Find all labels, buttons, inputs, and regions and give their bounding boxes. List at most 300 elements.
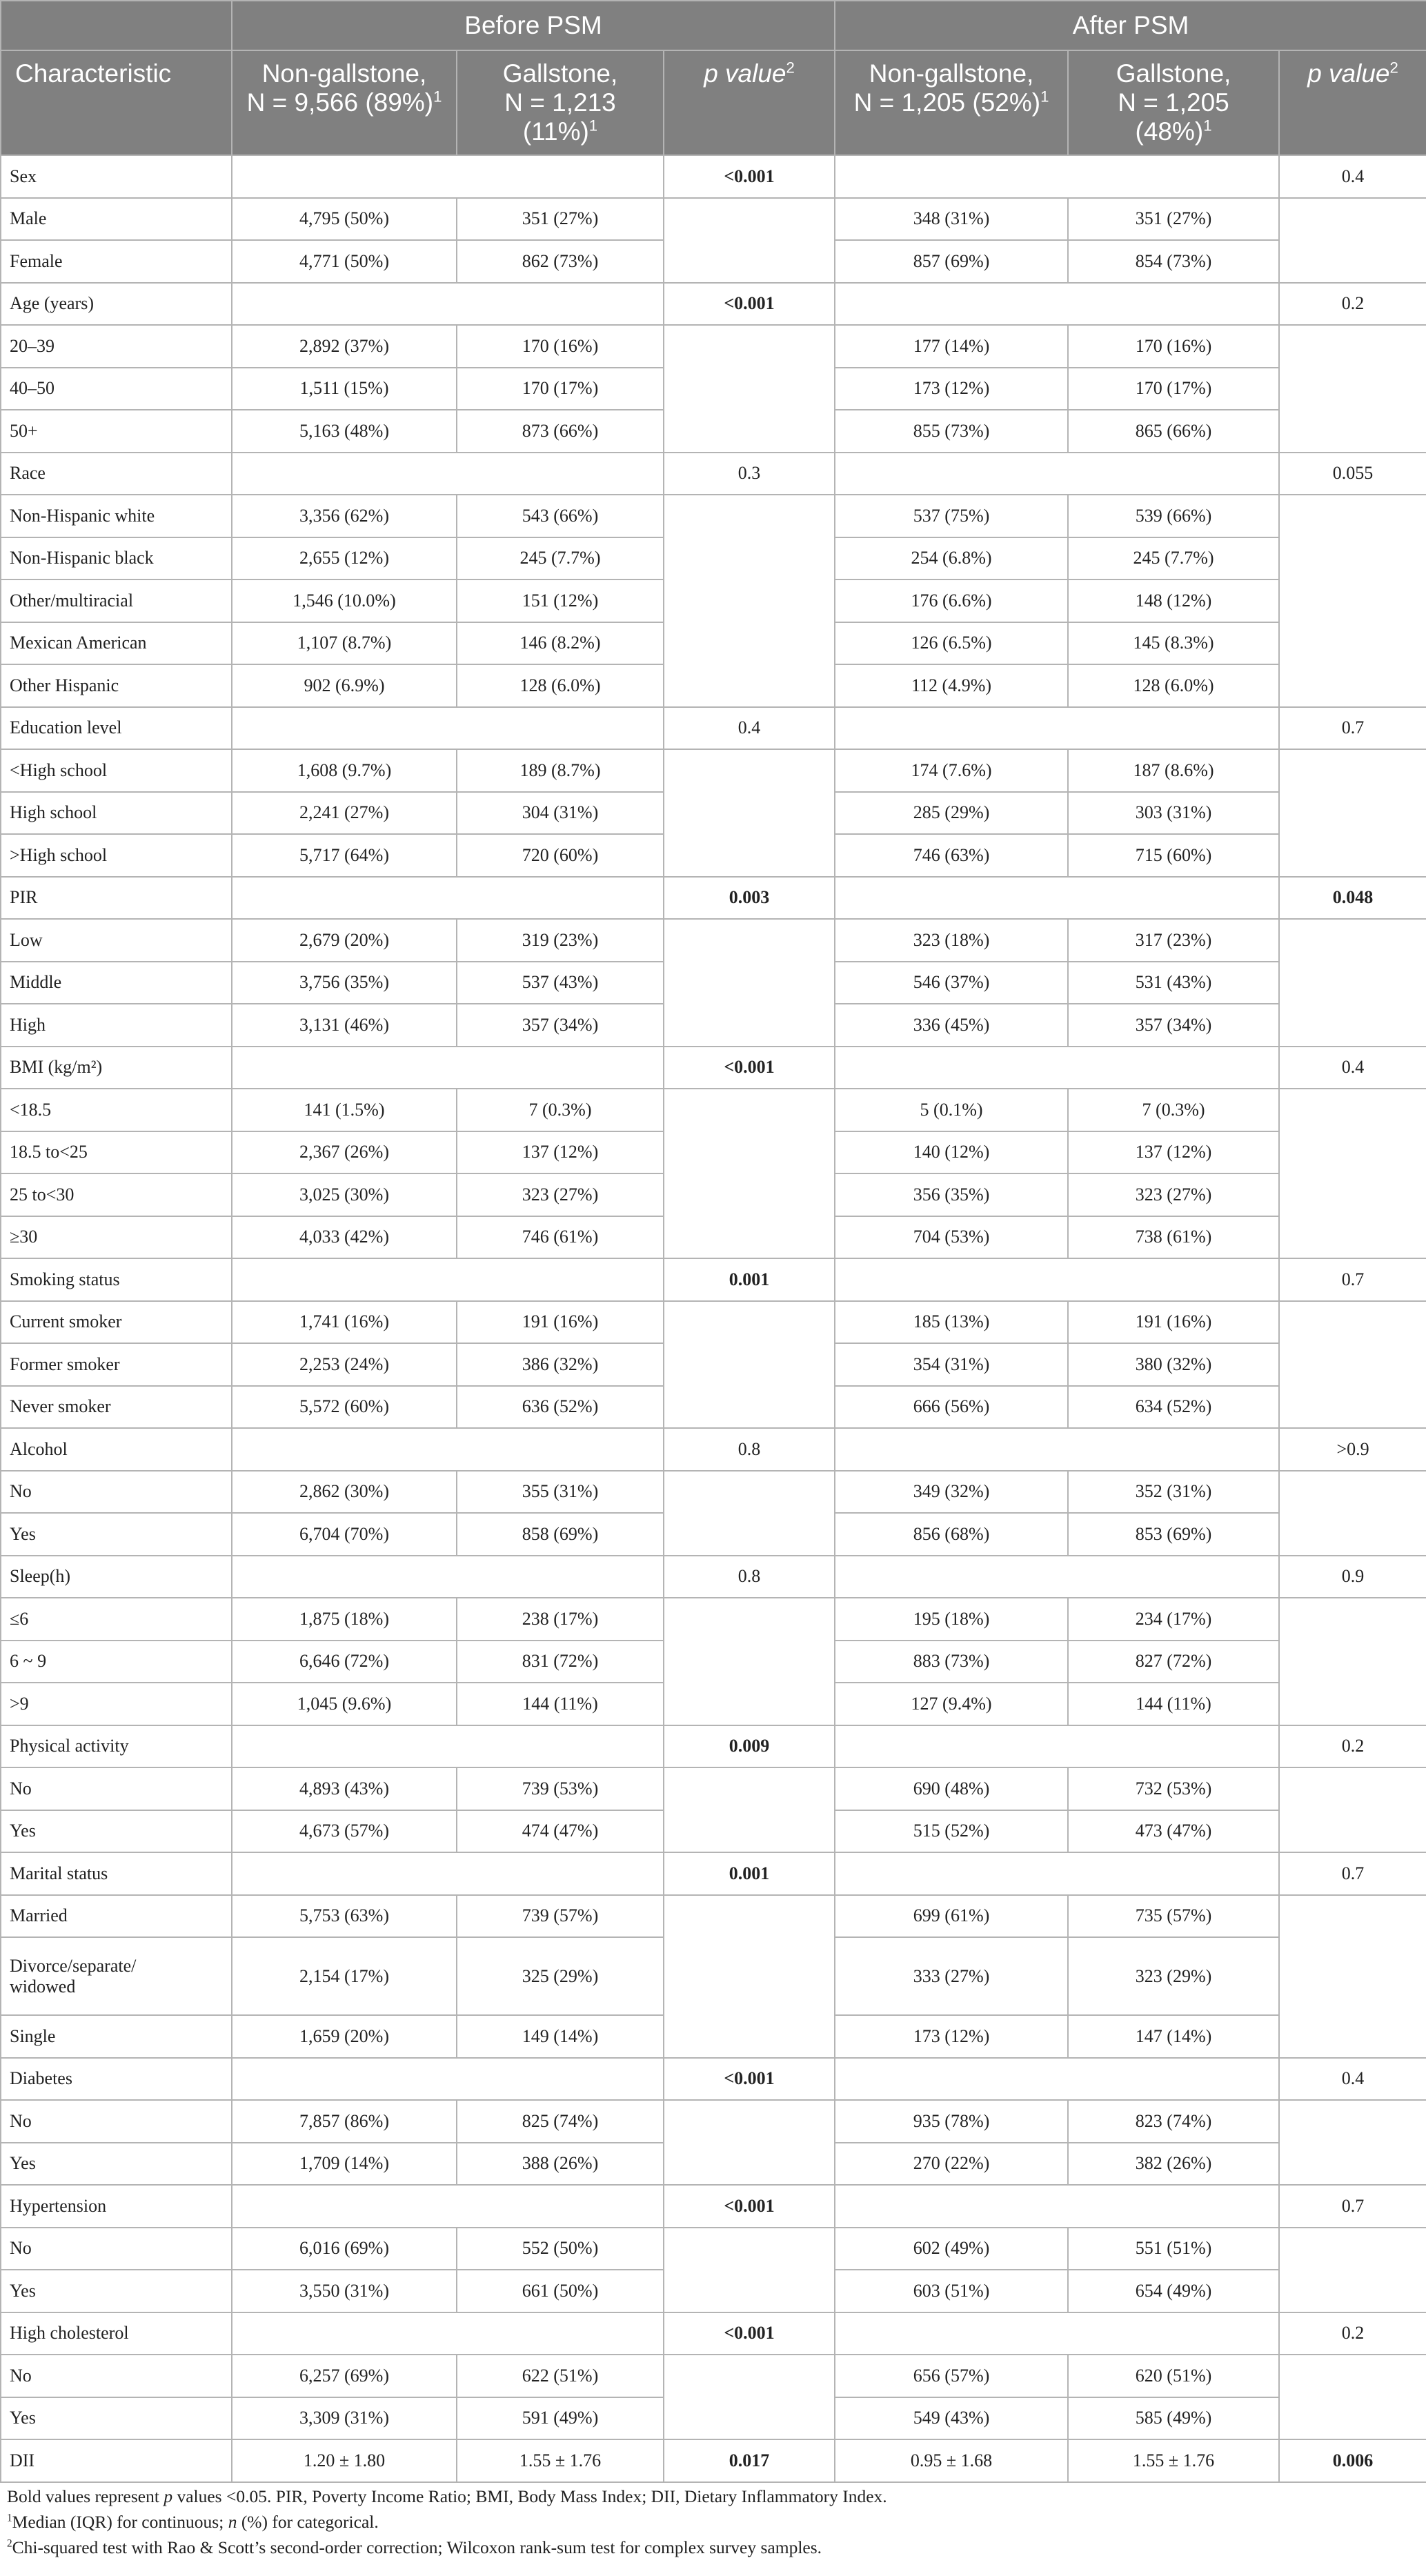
p-value-after: 0.4 [1279,155,1426,198]
before-non-gallstone-value: 2,679 (20%) [232,919,457,962]
p-value-spacer [664,2228,835,2312]
level-label: Other/multiracial [1,579,232,622]
empty-cell [835,1428,1279,1471]
category-label: BMI (kg/m²) [1,1047,232,1089]
level-label: Divorce/separate/ widowed [1,1937,232,2015]
category-label: Sleep(h) [1,1556,232,1598]
before-non-gallstone-value: 1,107 (8.7%) [232,622,457,665]
before-gallstone-value: 831 (72%) [457,1641,664,1683]
empty-cell [232,2058,664,2101]
empty-cell [835,1852,1279,1895]
after-non-gallstone-value: 140 (12%) [835,1131,1068,1174]
after-gallstone-value: 352 (31%) [1068,1471,1279,1514]
before-non-gallstone-value: 6,257 (69%) [232,2355,457,2397]
empty-cell [835,877,1279,920]
before-non-gallstone-value: 5,717 (64%) [232,834,457,877]
category-label: Sex [1,155,232,198]
p-value-after: 0.2 [1279,2312,1426,2355]
before-non-gallstone-value: 3,356 (62%) [232,495,457,537]
empty-cell [232,453,664,495]
level-label: Yes [1,2270,232,2312]
before-non-gallstone-value: 1,741 (16%) [232,1301,457,1344]
header-after-psm: After PSM [835,1,1426,50]
before-gallstone-value: 661 (50%) [457,2270,664,2312]
before-gallstone-value: 170 (17%) [457,368,664,410]
empty-cell [835,2185,1279,2228]
after-non-gallstone-value: 699 (61%) [835,1895,1068,1938]
before-non-gallstone-value: 2,892 (37%) [232,325,457,368]
before-gallstone-value: 825 (74%) [457,2100,664,2143]
p-value-spacer [664,1301,835,1429]
table-row-category [1,707,1426,750]
p-value-spacer [1279,919,1426,1047]
before-gallstone-value: 357 (34%) [457,1004,664,1047]
header-group-row [1,1,1426,50]
after-gallstone-value: 144 (11%) [1068,1683,1279,1725]
before-gallstone-value: 325 (29%) [457,1937,664,2015]
before-gallstone-value: 537 (43%) [457,962,664,1004]
after-non-gallstone-value: 603 (51%) [835,2270,1068,2312]
table-row-category [1,1258,1426,1301]
header-after-p-value: p value$^2$ [1279,50,1426,155]
p-value-after: 0.7 [1279,1852,1426,1895]
level-label: No [1,1767,232,1810]
after-non-gallstone-value: 656 (57%) [835,2355,1068,2397]
before-non-gallstone-value: 6,704 (70%) [232,1513,457,1556]
header-before-psm: Before PSM [232,1,835,50]
before-gallstone-value: 149 (14%) [457,2015,664,2058]
after-non-gallstone-value: 349 (32%) [835,1471,1068,1514]
table-row-category [1,2312,1426,2355]
after-gallstone-value: 137 (12%) [1068,1131,1279,1174]
table-row-category [1,1047,1426,1089]
level-label: Mexican American [1,622,232,665]
level-label: ≥30 [1,1216,232,1259]
level-label: <High school [1,749,232,792]
after-non-gallstone-value: 704 (53%) [835,1216,1068,1259]
after-gallstone-value: 357 (34%) [1068,1004,1279,1047]
p-value-spacer [1279,1089,1426,1258]
after-gallstone-value: 191 (16%) [1068,1301,1279,1344]
after-non-gallstone-value: 348 (31%) [835,198,1068,241]
before-non-gallstone-value: 902 (6.9%) [232,664,457,707]
footnote-1: $^1$Median (IQR) for continuous; n (%) for categorical. [7,2512,379,2532]
level-label: Yes [1,2143,232,2186]
level-label: Other Hispanic [1,664,232,707]
before-non-gallstone-value: 3,025 (30%) [232,1173,457,1216]
p-value-after: 0.7 [1279,1258,1426,1301]
after-non-gallstone-value: 856 (68%) [835,1513,1068,1556]
after-gallstone-value: 323 (29%) [1068,1937,1279,2015]
after-gallstone-value: 148 (12%) [1068,579,1279,622]
after-non-gallstone-value: 537 (75%) [835,495,1068,537]
p-value-spacer [664,1471,835,1556]
p-value-spacer [1279,1767,1426,1852]
empty-cell [835,1258,1279,1301]
header-after-non-gallstone: Non-gallstone, N = 1,205 $(52\%)^1$ [835,50,1068,155]
before-gallstone-value: 319 (23%) [457,919,664,962]
after-gallstone-value: 735 (57%) [1068,1895,1279,1938]
p-value-before: <0.001 [664,2312,835,2355]
p-value-spacer [664,2355,835,2439]
p-value-spacer [1279,1471,1426,1556]
after-gallstone-value: 317 (23%) [1068,919,1279,962]
before-gallstone-value: 591 (49%) [457,2397,664,2440]
empty-cell [835,707,1279,750]
p-value-before: 0.001 [664,1258,835,1301]
before-gallstone-value: 746 (61%) [457,1216,664,1259]
empty-cell [232,1852,664,1895]
empty-cell [232,155,664,198]
header-characteristic: Characteristic [1,50,232,155]
after-non-gallstone-value: 746 (63%) [835,834,1068,877]
after-non-gallstone-value: 354 (31%) [835,1343,1068,1386]
p-value-after: 0.7 [1279,707,1426,750]
category-label: Age (years) [1,283,232,326]
level-label: 40–50 [1,368,232,410]
after-non-gallstone-value: 195 (18%) [835,1598,1068,1641]
after-gallstone-value: 539 (66%) [1068,495,1279,537]
level-label: Low [1,919,232,962]
table-row [1,1767,1426,1810]
after-gallstone-value: 187 (8.6%) [1068,749,1279,792]
header-before-non-gallstone: Non-gallstone, N = 9,566 $(89\%)^1$ [232,50,457,155]
table-row-category [1,877,1426,920]
before-gallstone-value: 189 (8.7%) [457,749,664,792]
level-label: Current smoker [1,1301,232,1344]
after-non-gallstone-value: 270 (22%) [835,2143,1068,2186]
before-gallstone-value: 636 (52%) [457,1386,664,1429]
table-row-category [1,1556,1426,1598]
level-label: <18.5 [1,1089,232,1131]
after-gallstone-value: 1.55 ± 1.76 [1068,2439,1279,2482]
before-non-gallstone-value: 2,154 (17%) [232,1937,457,2015]
p-value-spacer [664,1089,835,1258]
empty-cell [835,453,1279,495]
level-label: Never smoker [1,1386,232,1429]
before-non-gallstone-value: 1,709 (14%) [232,2143,457,2186]
level-label: High [1,1004,232,1047]
before-non-gallstone-value: 1,875 (18%) [232,1598,457,1641]
level-label: No [1,2228,232,2270]
header-before-p-value: p value$^2$ [664,50,835,155]
after-gallstone-value: 234 (17%) [1068,1598,1279,1641]
header-column-row [1,50,1426,155]
level-label: No [1,2355,232,2397]
after-non-gallstone-value: 336 (45%) [835,1004,1068,1047]
p-value-spacer [664,1895,835,2058]
table-row-dii [1,2439,1426,2482]
p-value-after: 0.7 [1279,2185,1426,2228]
after-gallstone-value: 551 (51%) [1068,2228,1279,2270]
after-non-gallstone-value: 855 (73%) [835,410,1068,453]
after-non-gallstone-value: 935 (78%) [835,2100,1068,2143]
p-value-after: 0.055 [1279,453,1426,495]
header-corner [1,1,232,50]
level-label: Married [1,1895,232,1938]
after-gallstone-value: 382 (26%) [1068,2143,1279,2186]
p-value-spacer [664,1767,835,1852]
level-label: No [1,1471,232,1514]
before-gallstone-value: 351 (27%) [457,198,664,241]
before-non-gallstone-value: 5,163 (48%) [232,410,457,453]
p-value-spacer [664,495,835,707]
after-non-gallstone-value: 602 (49%) [835,2228,1068,2270]
p-value-spacer [664,919,835,1047]
empty-cell [232,1047,664,1089]
category-label: PIR [1,877,232,920]
level-label: Yes [1,2397,232,2440]
after-gallstone-value: 351 (27%) [1068,198,1279,241]
before-gallstone-value: 739 (57%) [457,1895,664,1938]
before-non-gallstone-value: 2,655 (12%) [232,537,457,580]
before-non-gallstone-value: 4,795 (50%) [232,198,457,241]
p-value-before: 0.4 [664,707,835,750]
header-after-gallstone: Gallstone, N = 1,205 $(48\%)^1$ [1068,50,1279,155]
p-value-before: 0.8 [664,1556,835,1598]
before-non-gallstone-value: 7,857 (86%) [232,2100,457,2143]
after-gallstone-value: 823 (74%) [1068,2100,1279,2143]
p-value-spacer [1279,198,1426,283]
empty-cell [232,1428,664,1471]
after-non-gallstone-value: 173 (12%) [835,368,1068,410]
before-gallstone-value: 128 (6.0%) [457,664,664,707]
table-row [1,1089,1426,1131]
after-gallstone-value: 170 (17%) [1068,368,1279,410]
before-non-gallstone-value: 1,511 (15%) [232,368,457,410]
after-gallstone-value: 865 (66%) [1068,410,1279,453]
level-label: >High school [1,834,232,877]
p-value-before: 0.003 [664,877,835,920]
empty-cell [835,2058,1279,2101]
p-value-spacer [1279,1301,1426,1429]
header-before-gallstone: Gallstone, N = 1,213 $(11\%)^1$ [457,50,664,155]
after-non-gallstone-value: 185 (13%) [835,1301,1068,1344]
p-value-before: 0.001 [664,1852,835,1895]
empty-cell [232,2312,664,2355]
before-gallstone-value: 386 (32%) [457,1343,664,1386]
after-gallstone-value: 853 (69%) [1068,1513,1279,1556]
category-label: Physical activity [1,1725,232,1768]
p-value-spacer [664,1598,835,1725]
p-value-after: 0.4 [1279,2058,1426,2101]
before-gallstone-value: 858 (69%) [457,1513,664,1556]
after-gallstone-value: 654 (49%) [1068,2270,1279,2312]
level-label: No [1,2100,232,2143]
table-row [1,749,1426,792]
before-non-gallstone-value: 3,309 (31%) [232,2397,457,2440]
level-label: Yes [1,1513,232,1556]
after-non-gallstone-value: 356 (35%) [835,1173,1068,1216]
dii-label: DII [1,2439,232,2482]
before-gallstone-value: 474 (47%) [457,1810,664,1853]
after-non-gallstone-value: 173 (12%) [835,2015,1068,2058]
p-value-after: >0.9 [1279,1428,1426,1471]
level-label: Single [1,2015,232,2058]
before-non-gallstone-value: 2,862 (30%) [232,1471,457,1514]
before-gallstone-value: 388 (26%) [457,2143,664,2186]
p-value-after: 0.9 [1279,1556,1426,1598]
empty-cell [232,707,664,750]
before-gallstone-value: 1.55 ± 1.76 [457,2439,664,2482]
p-value-spacer [1279,749,1426,877]
after-gallstone-value: 128 (6.0%) [1068,664,1279,707]
after-non-gallstone-value: 549 (43%) [835,2397,1068,2440]
after-gallstone-value: 620 (51%) [1068,2355,1279,2397]
p-value-after: 0.2 [1279,283,1426,326]
empty-cell [835,1556,1279,1598]
table-row-category [1,2185,1426,2228]
table-row [1,198,1426,241]
level-label: 25 to<30 [1,1173,232,1216]
table-row [1,2355,1426,2397]
p-value-spacer [1279,2228,1426,2312]
after-non-gallstone-value: 177 (14%) [835,325,1068,368]
category-label: Race [1,453,232,495]
before-gallstone-value: 323 (27%) [457,1173,664,1216]
before-gallstone-value: 873 (66%) [457,410,664,453]
before-non-gallstone-value: 1,659 (20%) [232,2015,457,2058]
empty-cell [835,1047,1279,1089]
empty-cell [835,155,1279,198]
before-non-gallstone-value: 2,253 (24%) [232,1343,457,1386]
before-gallstone-value: 146 (8.2%) [457,622,664,665]
level-label: Yes [1,1810,232,1853]
footnote-bold-values: Bold values represent p values <0.05. PIR, Poverty Income Ratio; BMI, Body Mass Index; DII, Dietary Inflammatory Index. [7,2486,887,2506]
empty-cell [835,2312,1279,2355]
before-gallstone-value: 151 (12%) [457,579,664,622]
before-gallstone-value: 543 (66%) [457,495,664,537]
before-non-gallstone-value: 2,241 (27%) [232,792,457,835]
before-non-gallstone-value: 5,753 (63%) [232,1895,457,1938]
before-non-gallstone-value: 6,016 (69%) [232,2228,457,2270]
after-non-gallstone-value: 112 (4.9%) [835,664,1068,707]
after-gallstone-value: 715 (60%) [1068,834,1279,877]
empty-cell [232,1725,664,1768]
table-row [1,2228,1426,2270]
level-label: Non-Hispanic black [1,537,232,580]
p-value-spacer [1279,2355,1426,2439]
after-non-gallstone-value: 0.95 ± 1.68 [835,2439,1068,2482]
before-non-gallstone-value: 4,893 (43%) [232,1767,457,1810]
level-label: Male [1,198,232,241]
before-gallstone-value: 720 (60%) [457,834,664,877]
after-non-gallstone-value: 285 (29%) [835,792,1068,835]
after-gallstone-value: 245 (7.7%) [1068,537,1279,580]
table-row [1,325,1426,368]
before-gallstone-value: 245 (7.7%) [457,537,664,580]
empty-cell [232,877,664,920]
p-value-after: 0.006 [1279,2439,1426,2482]
after-non-gallstone-value: 254 (6.8%) [835,537,1068,580]
after-gallstone-value: 147 (14%) [1068,2015,1279,2058]
p-value-before: 0.017 [664,2439,835,2482]
p-value-before: 0.009 [664,1725,835,1768]
after-non-gallstone-value: 333 (27%) [835,1937,1068,2015]
before-non-gallstone-value: 2,367 (26%) [232,1131,457,1174]
table-row [1,2100,1426,2143]
after-gallstone-value: 827 (72%) [1068,1641,1279,1683]
level-label: Middle [1,962,232,1004]
level-label: High school [1,792,232,835]
after-non-gallstone-value: 857 (69%) [835,240,1068,283]
category-label: Education level [1,707,232,750]
after-non-gallstone-value: 883 (73%) [835,1641,1068,1683]
category-label: Smoking status [1,1258,232,1301]
table-row [1,495,1426,537]
before-gallstone-value: 7 (0.3%) [457,1089,664,1131]
table-row [1,1301,1426,1344]
empty-cell [232,283,664,326]
after-non-gallstone-value: 174 (7.6%) [835,749,1068,792]
level-label: >9 [1,1683,232,1725]
table-row [1,919,1426,962]
before-non-gallstone-value: 3,550 (31%) [232,2270,457,2312]
before-non-gallstone-value: 4,673 (57%) [232,1810,457,1853]
table-row-category [1,1428,1426,1471]
p-value-before: <0.001 [664,2058,835,2101]
category-label: Alcohol [1,1428,232,1471]
after-gallstone-value: 473 (47%) [1068,1810,1279,1853]
empty-cell [232,1556,664,1598]
footnote-2: $^2$Chi-squared test with Rao & Scott’s second-order correction; Wilcoxon rank-sum test for complex survey samples. [7,2537,822,2557]
p-value-spacer [1279,1895,1426,2058]
level-label: 18.5 to<25 [1,1131,232,1174]
before-non-gallstone-value: 4,033 (42%) [232,1216,457,1259]
p-value-spacer [664,749,835,877]
level-label: 6 ~ 9 [1,1641,232,1683]
empty-cell [232,2185,664,2228]
category-label: Hypertension [1,2185,232,2228]
after-gallstone-value: 7 (0.3%) [1068,1089,1279,1131]
before-gallstone-value: 191 (16%) [457,1301,664,1344]
p-value-after: 0.2 [1279,1725,1426,1768]
p-value-spacer [1279,2100,1426,2185]
before-gallstone-value: 355 (31%) [457,1471,664,1514]
table-row [1,1471,1426,1514]
after-gallstone-value: 854 (73%) [1068,240,1279,283]
before-non-gallstone-value: 1,546 (10.0%) [232,579,457,622]
table-footnotes [7,2484,1421,2560]
after-gallstone-value: 732 (53%) [1068,1767,1279,1810]
level-label: 50+ [1,410,232,453]
after-non-gallstone-value: 323 (18%) [835,919,1068,962]
p-value-spacer [1279,1598,1426,1725]
category-label: Diabetes [1,2058,232,2101]
before-non-gallstone-value: 3,131 (46%) [232,1004,457,1047]
before-gallstone-value: 144 (11%) [457,1683,664,1725]
table-body [1,155,1426,2482]
after-gallstone-value: 380 (32%) [1068,1343,1279,1386]
after-gallstone-value: 170 (16%) [1068,325,1279,368]
before-non-gallstone-value: 5,572 (60%) [232,1386,457,1429]
p-value-before: <0.001 [664,2185,835,2228]
before-non-gallstone-value: 3,756 (35%) [232,962,457,1004]
p-value-before: <0.001 [664,155,835,198]
p-value-after: 0.048 [1279,877,1426,920]
p-value-before: 0.8 [664,1428,835,1471]
after-gallstone-value: 303 (31%) [1068,792,1279,835]
table-row-category [1,2058,1426,2101]
p-value-before: <0.001 [664,283,835,326]
table-row-category [1,155,1426,198]
before-gallstone-value: 170 (16%) [457,325,664,368]
p-value-spacer [664,2100,835,2185]
empty-cell [835,1725,1279,1768]
category-label: High cholesterol [1,2312,232,2355]
after-non-gallstone-value: 666 (56%) [835,1386,1068,1429]
level-label: Non-Hispanic white [1,495,232,537]
